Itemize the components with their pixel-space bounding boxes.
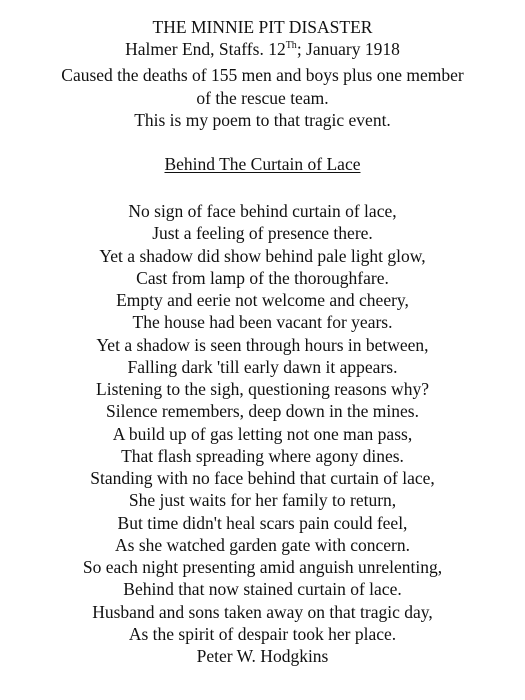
poem-line: Cast from lamp of the thoroughfare. bbox=[136, 267, 389, 288]
poem-line: The house had been vacant for years. bbox=[132, 312, 393, 333]
poem-line: Falling dark 'till early dawn it appears. bbox=[127, 356, 398, 377]
poem-line: That flash spreading where agony dines. bbox=[121, 445, 404, 466]
poem-line: Husband and sons taken away on that tragic day, bbox=[92, 601, 433, 622]
poem-line: Standing with no face behind that curtain of lace, bbox=[90, 468, 435, 488]
poem-line: Listening to the sigh, questioning reasons why? bbox=[96, 379, 429, 399]
poem-line: Yet a shadow did show behind pale light glow, bbox=[99, 245, 426, 266]
document-title: THE MINNIE PIT DISASTER bbox=[152, 17, 373, 37]
poem-author: Peter W. Hodgkins bbox=[196, 646, 329, 666]
date-ordinal-suffix: Th bbox=[285, 40, 297, 52]
poem-line: A build up of gas letting not one man pass, bbox=[112, 423, 413, 444]
poem-line: She just waits for her family to return, bbox=[128, 490, 397, 511]
caption-line-1: Caused the deaths of 155 men and boys plus one member bbox=[61, 65, 464, 86]
poem-line: No sign of face behind curtain of lace, bbox=[128, 201, 397, 221]
caption-line-2: of the rescue team. bbox=[196, 87, 329, 108]
poem-body bbox=[0, 200, 525, 667]
poem-line: But time didn't heal scars pain could feel, bbox=[117, 512, 408, 533]
date-text: ; January 1918 bbox=[296, 39, 400, 60]
poem-line: Empty and eerie not welcome and cheery, bbox=[116, 290, 409, 310]
caption-line-3: This is my poem to that tragic event. bbox=[134, 109, 391, 130]
location-text: Halmer End, Staffs. 12 bbox=[125, 39, 286, 60]
poem-line: Silence remembers, deep down in the mines. bbox=[106, 401, 419, 422]
poem-title-row bbox=[0, 153, 525, 175]
poem-line: As she watched garden gate with concern. bbox=[115, 534, 410, 555]
poem-line: Yet a shadow is seen through hours in between, bbox=[96, 334, 429, 355]
poem-title: Behind The Curtain of Lace bbox=[164, 154, 361, 174]
poem-line: As the spirit of despair took her place. bbox=[128, 623, 397, 644]
poem-line: So each night presenting amid anguish unrelenting, bbox=[82, 557, 443, 577]
location-date-line bbox=[0, 38, 525, 64]
poem-line: Just a feeling of presence there. bbox=[152, 223, 373, 244]
document-header bbox=[0, 16, 525, 131]
poem-line: Behind that now stained curtain of lace. bbox=[123, 579, 402, 600]
